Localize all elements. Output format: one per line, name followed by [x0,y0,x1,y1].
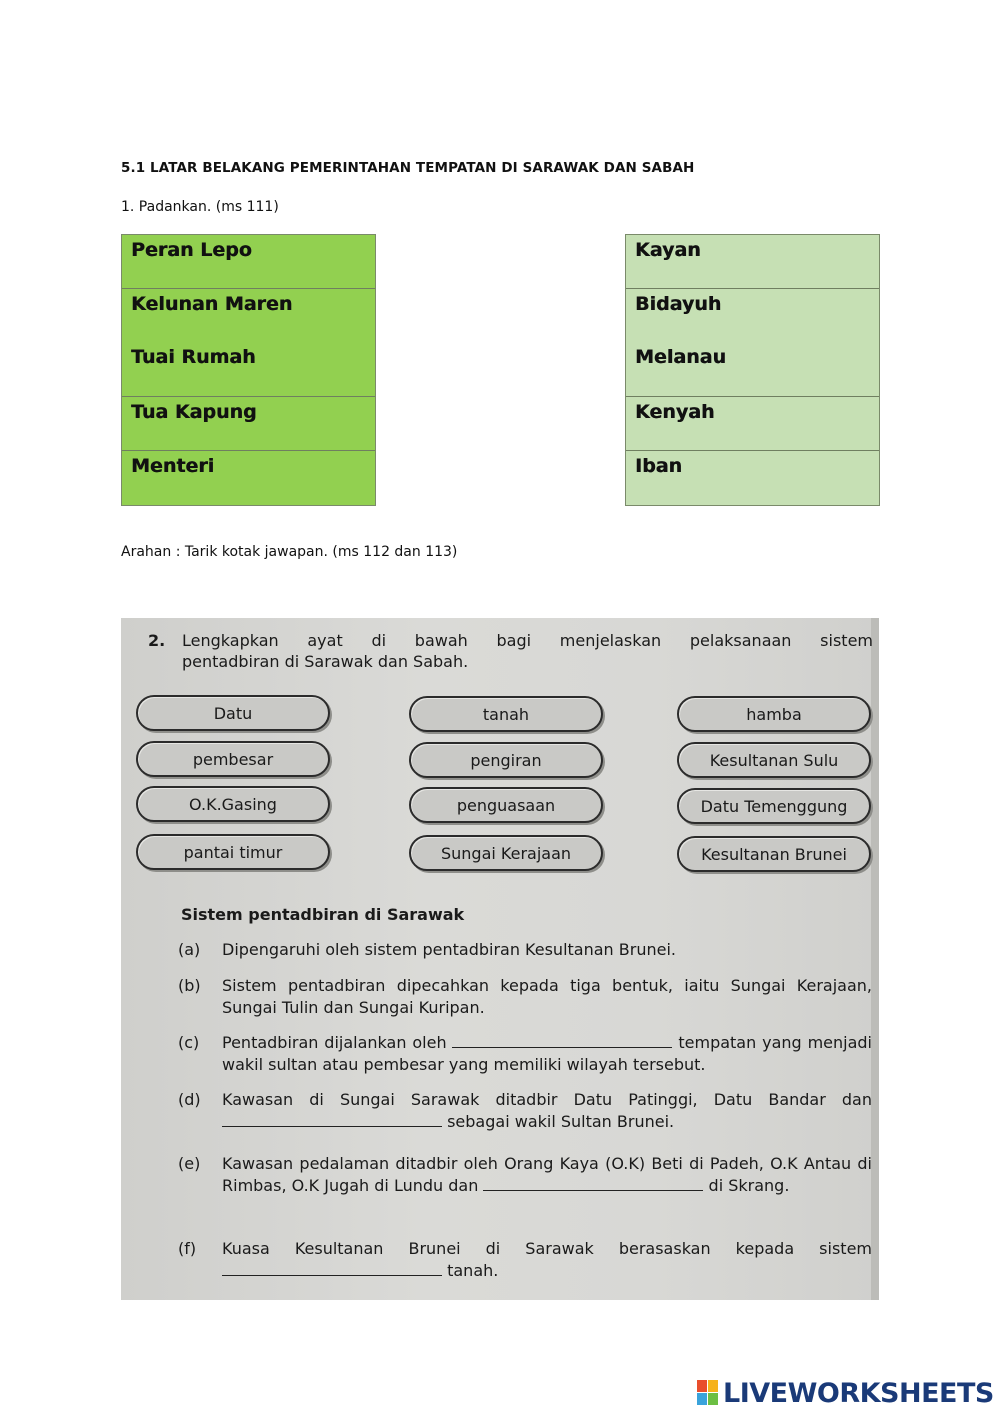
item-e [178,1153,872,1197]
answer-box[interactable]: pembesar [136,741,330,777]
item-text-part: sebagai wakil Sultan Brunei. [447,1112,675,1131]
left-item-label: Kelunan Maren [131,293,293,315]
right-match-item[interactable] [626,397,879,451]
answer-box[interactable]: pengiran [409,742,603,778]
answer-box[interactable]: Datu Temenggung [677,788,871,824]
item-label: (f) [178,1239,197,1258]
right-item-label: Melanau [635,346,727,368]
item-b [178,975,872,1019]
item-text-part: Kawasan di Sungai Sarawak ditadbir Datu Patinggi, Datu Bandar dan [222,1090,872,1109]
answer-box[interactable]: penguasaan [409,787,603,823]
scanned-exercise [121,618,879,1300]
item-f [178,1238,872,1282]
item-a [178,939,872,961]
left-match-item[interactable] [122,397,375,451]
logo-text: LIVEWORKSHEETS [723,1377,994,1409]
right-item-label: Bidayuh [635,293,722,315]
left-match-item[interactable] [122,235,375,289]
right-item-label: Iban [635,455,683,477]
item-c [178,1032,872,1076]
answer-box[interactable]: Datu [136,695,330,731]
answer-box[interactable]: Sungai Kerajaan [409,835,603,871]
left-item-label: Tua Kapung [131,401,257,423]
item-text: Dipengaruhi oleh sistem pentadbiran Kesultanan Brunei. [222,940,676,959]
question-number: 2. [148,631,166,650]
item-d [178,1089,872,1133]
answer-blank[interactable] [483,1176,703,1191]
left-match-item[interactable] [122,289,375,397]
answer-box[interactable]: Kesultanan Sulu [677,742,871,778]
left-match-column [121,234,376,506]
item-text-part: Kawasan pedalaman ditadbir oleh Orang Kaya (O.K) Beti di Padeh, O.K Antau di Rimbas, O.K Jugah di Lundu dan [222,1154,872,1195]
worksheet-heading: 5.1 LATAR BELAKANG PEMERINTAHAN TEMPATAN DI SARAWAK DAN SABAH [121,160,695,176]
instruction-padankan: 1. Padankan. (ms 111) [121,199,279,215]
answer-box[interactable]: tanah [409,696,603,732]
right-item-label: Kayan [635,239,701,261]
item-label: (a) [178,940,201,959]
answer-box[interactable]: O.K.Gasing [136,786,330,822]
question-text: Lengkapkan ayat di bawah bagi menjelaskan pelaksanaan sistem [182,631,873,650]
item-text-part: tanah. [447,1261,499,1280]
answer-blank[interactable] [222,1112,442,1127]
left-match-item[interactable] [122,451,375,505]
answer-box[interactable]: pantai timur [136,834,330,870]
item-label: (e) [178,1154,201,1173]
item-text [222,1153,872,1197]
item-label: (b) [178,976,201,995]
answer-box[interactable]: Kesultanan Brunei [677,836,871,872]
left-item-label: Tuai Rumah [131,346,256,368]
instruction-tarik: Arahan : Tarik kotak jawapan. (ms 112 dan 113) [121,544,458,560]
right-match-item[interactable] [626,289,879,397]
left-item-label: Menteri [131,455,215,477]
question-text: pentadbiran di Sarawak dan Sabah. [182,652,469,671]
item-text-part: di Skrang. [708,1176,790,1195]
item-label: (c) [178,1033,200,1052]
section-subheading: Sistem pentadbiran di Sarawak [181,905,465,924]
item-text [222,1089,872,1133]
question-2 [148,630,873,672]
item-text-part: Pentadbiran dijalankan oleh [222,1033,447,1052]
item-text [222,1238,872,1282]
liveworksheets-logo [697,1377,994,1409]
answer-box[interactable]: hamba [677,696,871,732]
right-match-item[interactable] [626,451,879,505]
scan-edge [871,618,879,1300]
right-match-column [625,234,880,506]
item-text-part: Kuasa Kesultanan Brunei di Sarawak berasaskan kepada sistem [222,1239,872,1258]
item-text-part: tempatan yang menjadi wakil sultan atau pembesar yang memiliki wilayah tersebut. [222,1033,872,1074]
item-label: (d) [178,1090,201,1109]
answer-blank[interactable] [452,1033,672,1048]
left-item-label: Peran Lepo [131,239,252,261]
answer-blank[interactable] [222,1261,442,1276]
liveworksheets-logo-icon [697,1380,719,1406]
item-text [222,1032,872,1076]
right-item-label: Kenyah [635,401,715,423]
right-match-item[interactable] [626,235,879,289]
item-text: Sistem pentadbiran dipecahkan kepada tiga bentuk, iaitu Sungai Kerajaan, Sungai Tulin dan Sungai Kuripan. [222,976,872,1017]
